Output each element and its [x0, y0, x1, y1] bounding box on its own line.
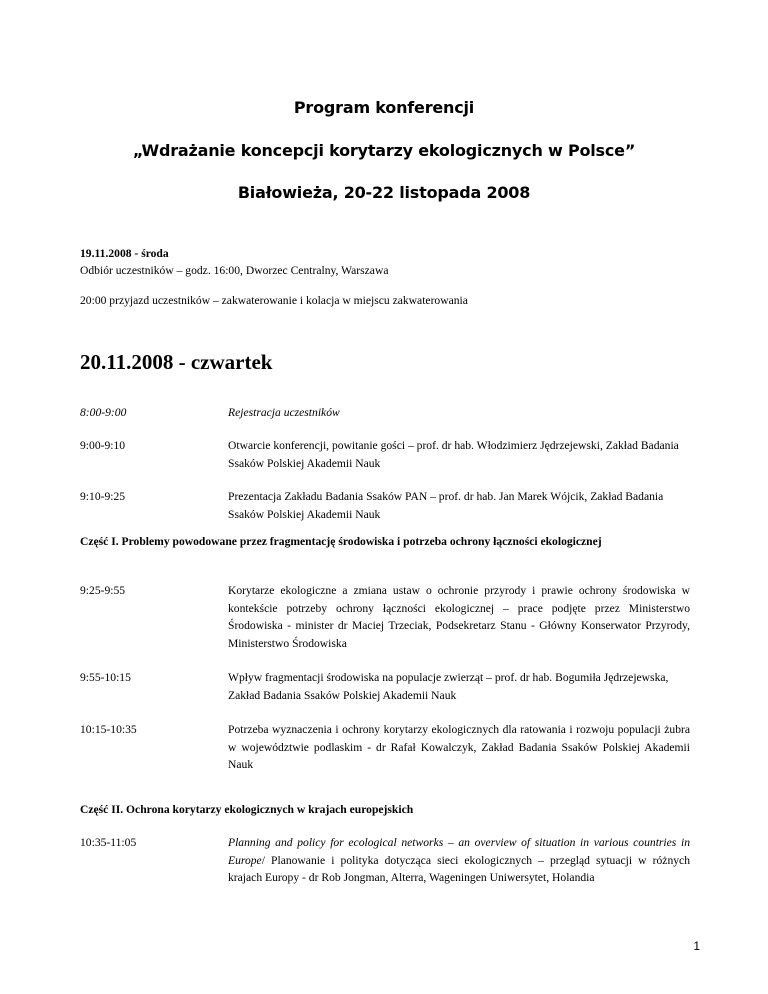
row-desc-english: Planning and policy for ecological networks – an overview of situation in various countries in Europe [228, 836, 690, 867]
row-desc [228, 834, 690, 887]
row-desc: Rejestracja uczestników [228, 406, 340, 419]
row-time: 10:35-11:05 [80, 836, 137, 849]
row-desc: Prezentacja Zakładu Badania Ssaków PAN – prof. dr hab. Jan Marek Wójcik, Zakład Badania Ssaków Polskiej Akademii Nauk [228, 490, 664, 521]
row-desc: Otwarcie konferencji, powitanie gości – prof. dr hab. Włodzimierz Jędrzejewski, Zakład Badania Ssaków Polskiej Akademii Nauk [228, 439, 679, 470]
section-heading-2: Część II. Ochrona korytarzy ekologicznych w krajach europejskich [80, 803, 414, 816]
document-title: Program konferencji [293, 98, 475, 117]
row-time: 9:00-9:10 [80, 439, 126, 452]
row-time: 9:25-9:55 [80, 584, 126, 597]
section-heading-1: Część I. Problemy powodowane przez fragmentację środowiska i potrzeba ochrony łączności ekologicznej [80, 535, 602, 548]
row-time: 10:15-10:35 [80, 723, 137, 736]
row-time: 8:00-9:00 [80, 406, 127, 419]
day1-line1: Odbiór uczestników – godz. 16:00, Dworzec Centralny, Warszawa [80, 264, 389, 277]
row-desc: Korytarze ekologiczne a zmiana ustaw o ochronie przyrody i prawie ochrony środowiska w kontekście potrzeby ochrony łączności ekologicznej – prace podjęte przez Ministerstwo Środowiska - minister dr Maciej Trzeciak, Podsekretarz Stanu - Główny Konserwator Przyrody, Ministerstwo Środowiska [228, 584, 690, 650]
day2-heading: 20.11.2008 - czwartek [80, 350, 273, 374]
place-and-date: Białowieża, 20-22 listopada 2008 [237, 183, 531, 202]
row-desc-polish: / Planowanie i polityka dotycząca sieci ekologicznych – przegląd sytuacji w różnych krajach Europy - dr Rob Jongman, Alterra, Wageningen Uniwersytet, Holandia [228, 853, 690, 884]
page-number: 1 [693, 939, 700, 953]
row-desc: Wpływ fragmentacji środowiska na populacje zwierząt – prof. dr hab. Bogumiła Jędrzejewska, Zakład Badania Ssaków Polskiej Akademii Nauk [228, 671, 669, 702]
row-time: 9:55-10:15 [80, 671, 131, 684]
row-desc: Potrzeba wyznaczenia i ochrony korytarzy ekologicznych dla ratowania i rozwoju populacji żubra w województwie podlaskim - dr Rafał Kowalczyk, Zakład Badania Ssaków Polskiej Akademii Nauk [228, 723, 690, 771]
conference-name: „Wdrażanie koncepcji korytarzy ekologicznych w Polsce” [132, 141, 636, 160]
day1-date: 19.11.2008 - środa [80, 247, 169, 260]
day1-line2: 20:00 przyjazd uczestników – zakwaterowanie i kolacja w miejscu zakwaterowania [80, 294, 468, 307]
row-time: 9:10-9:25 [80, 490, 126, 503]
